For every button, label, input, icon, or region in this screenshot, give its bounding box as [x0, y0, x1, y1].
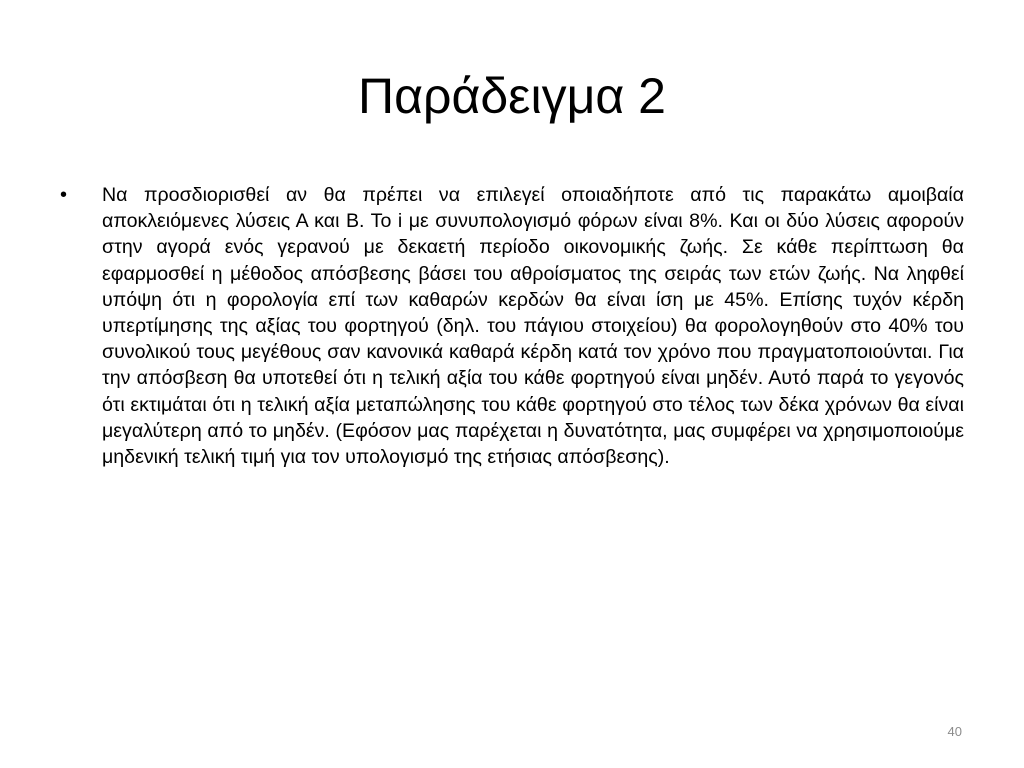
bullet-list [60, 182, 964, 470]
bullet-marker: • [60, 184, 68, 206]
bullet-text: Να προσδιορισθεί αν θα πρέπει να επιλεγεί οποιαδήποτε από τις παρακάτω αμοιβαία αποκλειόμενες λύσεις Α και Β. Το i με συνυπολογισμό φόρων είναι 8%. Και οι δύο λύσεις αφορούν στην αγορά ενός γερανού με δεκαετή περίοδο οικονομικής ζωής. Σε κάθε περίπτωση θα εφαρμοσθεί η μέθοδος απόσβεσης βάσει του αθροίσματος της σειράς των ετών ζωής. Να ληφθεί υπόψη ότι η φορολογία επί των καθαρών κερδών θα είναι ίση με 45%. Επίσης τυχόν κέρδη υπερτίμησης της αξίας του φορτηγού (δηλ. του πάγιου στοιχείου) θα φορολογηθούν στο 40% του συνολικού τους μεγέθους σαν κανονικά καθαρά κέρδη κατά τον χρόνο που πραγματοποιούνται. Για την απόσβεση θα υποτεθεί ότι η τελική αξία του κάθε φορτηγού είναι μηδέν. Αυτό παρά το γεγονός ότι εκτιμάται ότι η τελική αξία μεταπώλησης του κάθε φορτηγού στο τέλος των δέκα χρόνων θα είναι μεγαλύτερη από το μηδέν. (Εφόσον μας παρέχεται η δυνατότητα, μας συμφέρει να χρησιμοποιούμε μηδενική τελική τιμή για τον υπολογισμό της ετήσιας απόσβεσης). [102, 184, 964, 469]
bullet-item [60, 182, 964, 470]
page-number: 40 [947, 724, 962, 739]
slide-title: Παράδειγμα 2 [357, 68, 666, 124]
